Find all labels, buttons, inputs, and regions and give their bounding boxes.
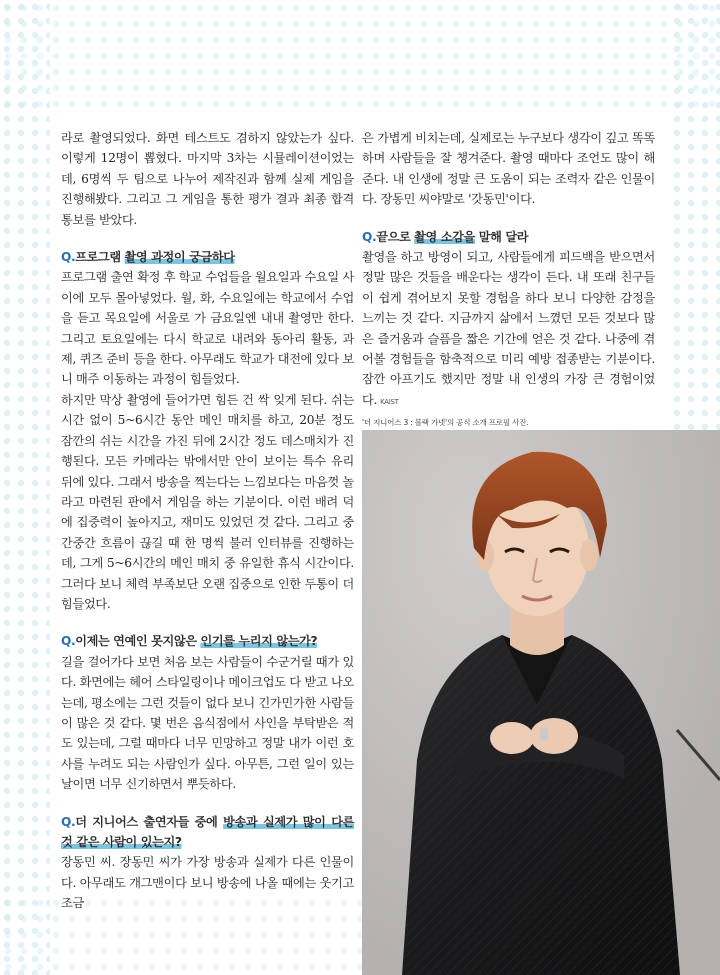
photo-caption: '더 지니어스 3 : 블랙 가넷'의 공식 소개 프로필 사진.: [362, 418, 529, 427]
question-filming-process: Q.프로그램 촬영 과정이 궁금하다: [61, 250, 235, 265]
source-credit: KAIST: [380, 397, 399, 406]
question-different-person: Q.더 지니어스 출연자들 중에 방송과 실제가 많이 다른 것 같은 사람이 있는지?: [61, 814, 354, 849]
question-highlight: 방송과 실제가 많이 다른 것 같은 사람이 있는지?: [61, 814, 354, 849]
answer-final-thoughts: 촬영을 하고 방영이 되고, 사람들에게 피드백을 받으면서 정말 많은 것들을 배운다는 생각이 든다. 내 또래 친구들이 쉽게 겪어보지 못할 경험을 하다 보니 다양한 감정을 느끼는 것 같다. 지금까지 삶에서 느꼈던 모든 것보다 많은 즐거움과 슬픔을 짧은 기간에 얻은 것 같다. 나중에 겪어볼 경험들을 함축적으로 미리 예방 접종받는 기분이다. 잠깐 아프기도 했지만 정말 내 인생의 가장 큰 경험이었다. KAIST: [362, 250, 655, 407]
profile-photo-illustration: [362, 430, 720, 975]
profile-photo: [362, 430, 720, 975]
answer-different-person-continued: 은 가볍게 비치는데, 실제로는 누구보다 생각이 깊고 똑똑하며 사람들을 잘 챙겨준다. 촬영 때마다 조언도 많이 해준다. 내 인생에 정말 큰 도움이 되는 조력자 같은 인물이다. 장동민 씨야말로 '갓동민'이다.: [362, 131, 655, 207]
answer-filming-process-2: 하지만 막상 촬영에 들어가면 힘든 건 싹 잊게 된다. 쉬는 시간 없이 5~6시간 동안 메인 매치를 하고, 20분 정도 잠깐의 쉬는 시간을 가진 뒤에 2시간 정도 데스매치가 진행된다. 모든 카메라는 밖에서만 안이 보이는 특수 유리 뒤에 있다. 그래서 방송을 찍는다는 느낌보다는 마음껏 놀라고 마련된 판에서 게임을 하는 기분이다. 이런 배려 덕에 집중력이 높아지고, 재미도 있었던 것 같다. 그리고 중간중간 흐름이 끊길 때 한 명씩 불러 인터뷰를 진행하는데, 그게 5~6시간의 메인 매치 중 유일한 휴식 시간이다. 그러다 보니 체력 부족보단 오랜 집중으로 인한 두통이 더 힘들었다.: [61, 392, 354, 611]
article-left-column: [61, 128, 354, 914]
intro-paragraph: 라로 촬영되었다. 화면 테스트도 겸하지 않았는가 싶다. 이렇게 12명이 뽑혔다. 마지막 3차는 시뮬레이션이었는데, 6명씩 두 팀으로 나누어 제작진과 함께 실제 게임을 진행해봤다. 그리고 그 게임을 통한 평가 결과 최종 합격 통보를 받았다.: [61, 131, 354, 227]
question-highlight: 촬영 소감을: [414, 229, 475, 244]
answer-filming-process-1: 프로그램 출연 확정 후 학교 수업들을 월요일과 수요일 사이에 모두 몰아넣었다. 월, 화, 수요일에는 학교에서 수업을 듣고 목요일에 서울로 가 금요일엔 내내 촬영만 한다. 그리고 토요일에는 다시 학교로 내려와 동아리 활동, 과제, 퀴즈 준비 등을 한다. 아무래도 학교가 대전에 있다 보니 매주 이동하는 과정이 힘들었다.: [61, 270, 354, 387]
question-prefix: Q.: [61, 634, 76, 649]
background-dot-pattern-top: [0, 0, 720, 115]
question-popularity: Q.이제는 연예인 못지않은 인기를 누리지 않는가?: [61, 634, 318, 649]
question-highlight: 촬영 과정이 궁금하다: [124, 250, 235, 265]
answer-different-person: 장동민 씨. 장동민 씨가 가장 방송과 실제가 다른 인물이다. 아무래도 개그맨이다 보니 방송에 나올 때에는 웃기고 조금: [61, 855, 354, 911]
question-prefix: Q.: [362, 229, 377, 244]
question-highlight: 인기를 누리지 않는가?: [200, 634, 318, 649]
answer-popularity: 길을 걸어가다 보면 처음 보는 사람들이 수군거릴 때가 있다. 화면에는 헤어 스타일링이나 메이크업도 다 받고 나오는데, 평소에는 그런 것들이 없다 보니 긴가민가한 사람들이 많은 것 같다. 몇 번은 음식점에서 사인을 부탁받은 적도 있는데, 그럴 때마다 너무 민망하고 정말 내가 이런 호사를 누려도 되는 사람인가 싶다. 아무튼, 그런 일이 있는 날이면 너무 신기하면서 뿌듯하다.: [61, 654, 354, 792]
question-prefix: Q.: [61, 250, 76, 265]
background-dot-pattern-left: [0, 0, 50, 975]
question-final-thoughts: Q.끝으로 촬영 소감을 말해 달라: [362, 229, 529, 244]
question-prefix: Q.: [61, 814, 76, 829]
article-right-column: [362, 128, 655, 412]
